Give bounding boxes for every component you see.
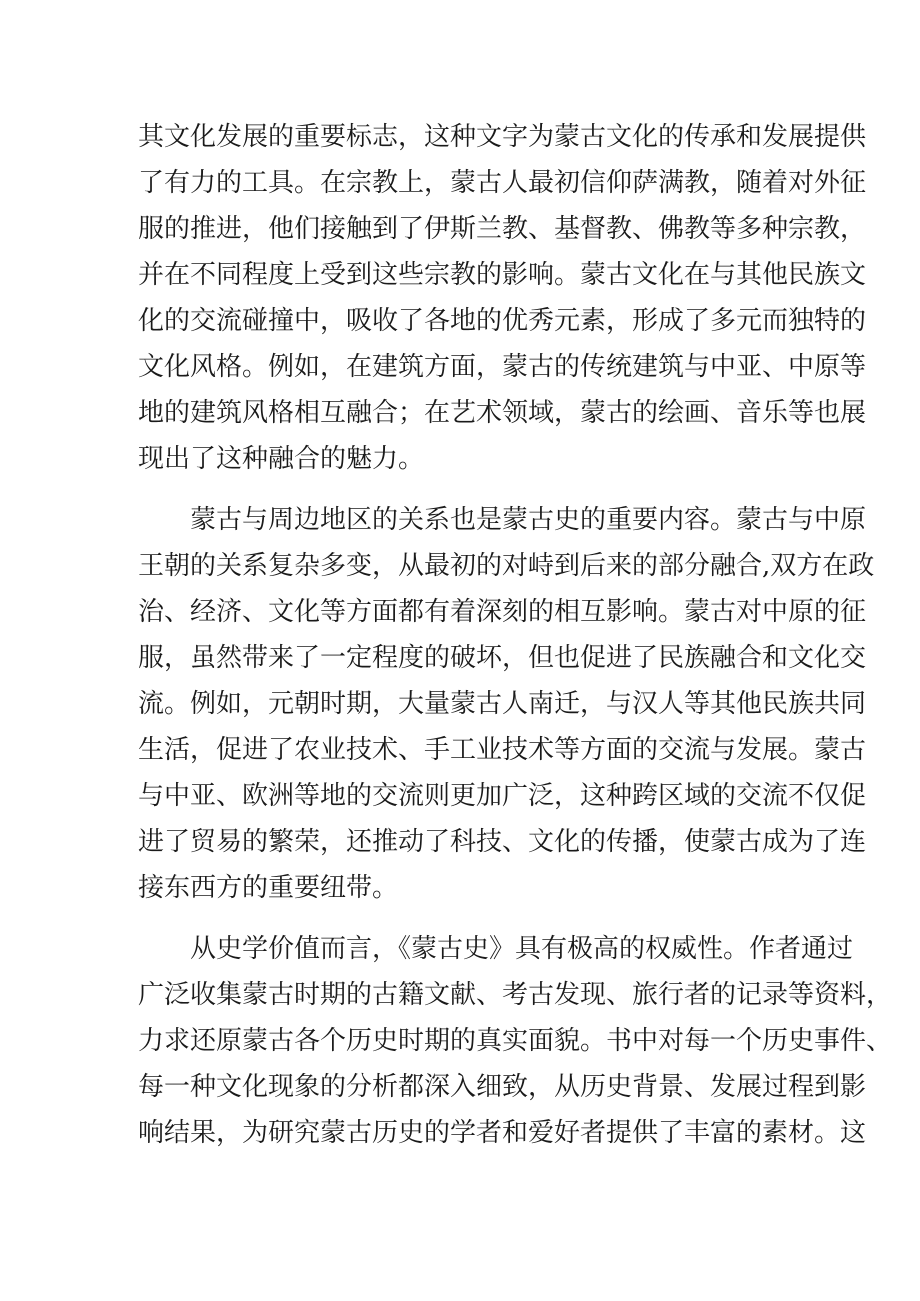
text-line: 与中亚、欧洲等地的交流则更加广泛，这种跨区域的交流不仅促 [138, 781, 867, 811]
text-line: 接东西方的重要纽带。 [138, 873, 399, 903]
text-line: 文化风格。例如，在建筑方面，蒙古的传统建筑与中亚、中原等 [138, 352, 867, 382]
text-line: 流。例如，元朝时期，大量蒙古人南迁，与汉人等其他民族共同 [138, 689, 867, 719]
text-line: 现出了这种融合的魅力。 [138, 444, 425, 474]
text-line: 生活，促进了农业技术、手工业技术等方面的交流与发展。蒙古 [138, 735, 867, 765]
text-line: 每一种文化现象的分析都深入细致，从历史背景、发展过程到影 [138, 1072, 867, 1102]
text-line: 广泛收集蒙古时期的古籍文献、考古发现、旅行者的记录等资料， [138, 980, 893, 1010]
text-line: 治、经济、文化等方面都有着深刻的相互影响。蒙古对中原的征 [138, 597, 867, 627]
text-line: 了有力的工具。在宗教上，蒙古人最初信仰萨满教，随着对外征 [138, 168, 867, 198]
text-line: 响结果，为研究蒙古历史的学者和爱好者提供了丰富的素材。这 [138, 1118, 867, 1148]
text-line: 并在不同程度上受到这些宗教的影响。蒙古文化在与其他民族文 [138, 260, 867, 290]
text-line: 王朝的关系复杂多变，从最初的对峙到后来的部分融合,双方在政 [138, 551, 875, 581]
text-line: 其文化发展的重要标志，这种文字为蒙古文化的传承和发展提供 [138, 122, 867, 152]
text-line: 力求还原蒙古各个历史时期的真实面貌。书中对每一个历史事件、 [138, 1026, 893, 1056]
text-line: 服，虽然带来了一定程度的破坏，但也促进了民族融合和文化交 [138, 643, 867, 673]
text-line: 化的交流碰撞中，吸收了各地的优秀元素，形成了多元而独特的 [138, 306, 867, 336]
text-line: 进了贸易的繁荣，还推动了科技、文化的传播，使蒙古成为了连 [138, 827, 867, 857]
text-line: 地的建筑风格相互融合；在艺术领域，蒙古的绘画、音乐等也展 [138, 398, 867, 428]
text-line: 蒙古与周边地区的关系也是蒙古史的重要内容。蒙古与中原 [190, 505, 867, 535]
text-line: 服的推进，他们接触到了伊斯兰教、基督教、佛教等多种宗教， [138, 214, 867, 244]
text-line: 从史学价值而言，《蒙古史》具有极高的权威性。作者通过 [190, 934, 854, 964]
